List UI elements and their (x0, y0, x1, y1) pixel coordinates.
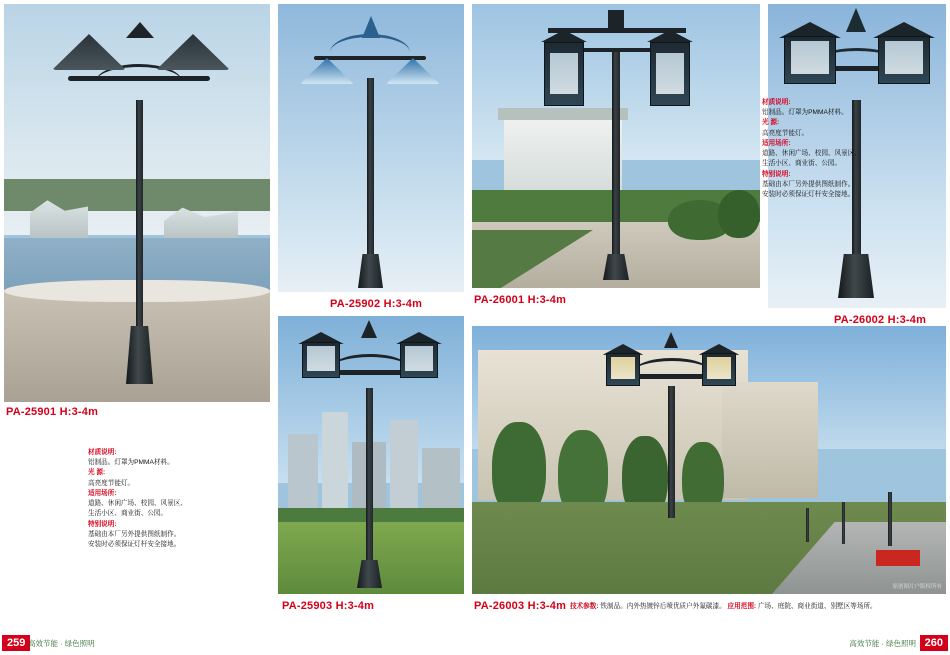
spec-light-title: 光 源: (88, 469, 106, 477)
inline-note-scope-text: 广场、庭院、商业街道、别墅区等场所。 (757, 603, 877, 610)
spec-material-title: 材质说明: (88, 449, 117, 456)
spec-usage-line2: 生活小区、商业街、公园。 (762, 160, 842, 168)
lamp-finial (608, 10, 624, 30)
caption-pa-25901: PA-25901 H:3-4m (6, 406, 99, 418)
product-photo-pa-25903 (278, 316, 464, 594)
lamp-pole (366, 388, 373, 566)
footer-note-left: 高效节能 · 绿色照明 (28, 639, 95, 648)
caption-pa-26003: PA-26003 H:3-4m (474, 600, 567, 612)
lantern-right (878, 22, 930, 84)
spec-usage-title: 适用场所: (762, 139, 791, 147)
lantern-left (784, 22, 836, 84)
lantern-right (400, 332, 438, 378)
lantern-right (650, 30, 690, 106)
page-number-right: 260 (920, 635, 948, 651)
spec-light-title: 光 源: (762, 119, 780, 127)
lamp-base (358, 254, 383, 288)
inline-technical-note (570, 600, 877, 610)
lamp-pole (612, 48, 620, 260)
spec-usage-line2: 生活小区、商业街、公园。 (88, 510, 168, 518)
spec-usage-title: 适用场所: (88, 489, 117, 497)
spec-usage-line1: 道路、休闲广场、校园、风景区、 (88, 500, 187, 508)
skyline-building (322, 412, 348, 514)
spec-note-title: 特别说明: (762, 170, 791, 178)
spec-block-right (762, 98, 912, 200)
high-rise-block (722, 382, 818, 498)
spec-note-line2: 安装时必须保证灯杆安全接地。 (762, 190, 855, 198)
spec-light-text: 高亮度节能灯。 (762, 129, 809, 137)
spec-usage-line1: 道路、休闲广场、校园、风景区、 (762, 150, 861, 158)
spec-block-left (88, 448, 238, 550)
footer (0, 631, 950, 655)
footer-note-right: 高效节能 · 绿色照明 (849, 639, 916, 648)
lamp-arm-scroll (330, 354, 410, 385)
lantern-left (544, 30, 584, 106)
lamp-pole-mid (888, 492, 892, 546)
lamp-finial (846, 8, 866, 32)
product-photo-pa-26003 (472, 326, 946, 594)
skyline-building (390, 420, 418, 514)
caption-pa-26002: PA-26002 H:3-4m (834, 314, 927, 326)
caption-pa-26001: PA-26001 H:3-4m (474, 294, 567, 306)
spec-material-text: 铝制品。灯罩为PMMA材料。 (88, 459, 174, 467)
skyline-building (422, 448, 460, 514)
lamp-pole-far (842, 502, 845, 544)
spec-note-line2: 安装时必须保证灯杆安全接地。 (88, 540, 181, 548)
spec-light-text: 高亮度节能灯。 (88, 479, 135, 487)
skyline-building (288, 434, 318, 514)
inline-note-params-label: 技术参数: (570, 603, 599, 610)
product-photo-pa-25901 (4, 4, 270, 402)
building-roof (498, 108, 628, 120)
spec-material-title: 材质说明: (762, 99, 791, 106)
shrub (718, 190, 760, 238)
watermark: 原创图片户版权所有 (892, 584, 942, 590)
lamp-arm-scroll (632, 358, 712, 389)
spec-note-line1: 基础由本厂另外提供图纸制作。 (88, 530, 181, 538)
spec-note-line1: 基础由本厂另外提供图纸制作。 (762, 180, 855, 188)
lamp-pole (136, 100, 143, 332)
lamp-base (838, 254, 874, 298)
spec-material-text: 铝制品。灯罩为PMMA材料。 (762, 109, 848, 117)
lamp-arm-scroll (330, 34, 410, 71)
lamp-finial (362, 16, 380, 38)
caption-pa-25903: PA-25903 H:3-4m (282, 600, 375, 612)
roadside-banner (876, 550, 920, 566)
page-number-left: 259 (2, 635, 30, 651)
lamp-pole (367, 78, 374, 258)
product-photo-pa-25902 (278, 4, 464, 292)
caption-pa-25902: PA-25902 H:3-4m (330, 298, 423, 310)
inline-note-params-text: 铁制品。内外热镀锌后喷优质户外氟碳漆。 (600, 603, 726, 610)
inline-note-scope-label: 应用范围: (727, 603, 757, 610)
lamp-pole (668, 386, 675, 518)
lantern-left (302, 332, 340, 378)
lantern-right (702, 344, 736, 386)
product-photo-pa-26001 (472, 4, 760, 288)
lamp-pole-far (806, 508, 809, 542)
spec-note-title: 特别说明: (88, 520, 117, 528)
lantern-left (606, 344, 640, 386)
